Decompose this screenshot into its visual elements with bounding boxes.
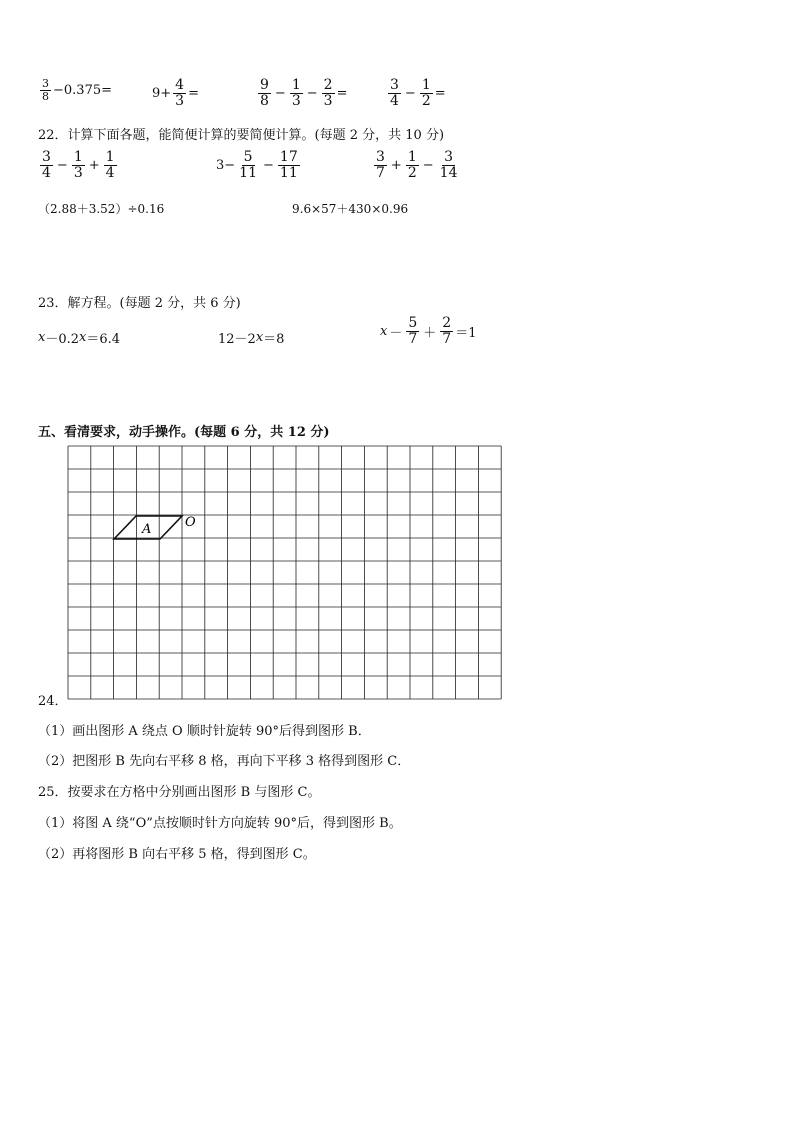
fraction: $\frac{2}{7}$ (442, 315, 452, 348)
q23-title: 23．解方程。(每题 2 分，共 6 分) (38, 296, 241, 311)
q23-eq-c: x － $\frac{5}{7}$ ＋ $\frac{2}{7}$ ＝1 (380, 315, 477, 348)
section5-title: 五、看清要求，动手操作。(每题 6 分，共 12 分) (38, 425, 330, 440)
fraction: $\frac{3}{8}$ (42, 77, 49, 104)
fraction: $\frac{1}{3}$ (291, 77, 301, 110)
fraction: $\frac{5}{11}$ (239, 149, 257, 182)
fraction: $\frac{1}{2}$ (407, 149, 417, 182)
shape-a-label: A (142, 522, 152, 537)
q22-title: 22．计算下面各题，能简便计算的要简便计算。(每题 2 分，共 10 分) (38, 128, 445, 143)
fraction: $\frac{1}{3}$ (73, 149, 83, 182)
expr-row1-2: 9+ $\frac{4}{3}$ = (152, 77, 199, 110)
fraction: $\frac{9}{8}$ (260, 77, 269, 110)
q25-part2: （2）再将图形 B 向右平移 5 格，得到图形 C。 (38, 847, 316, 862)
q24-part1: （1）画出图形 A 绕点 O 顺时针旋转 90°后得到图形 B． (38, 724, 371, 739)
expr-row1-1: $\frac{3}{8}$ −0.375= (42, 77, 113, 104)
fraction: $\frac{1}{4}$ (105, 149, 115, 182)
fraction: $\frac{1}{2}$ (421, 77, 431, 110)
q25-part1: （1）将图 A 绕“O”点按顺时针方向旋转 90°后，得到图形 B。 (38, 816, 402, 831)
q24-part2: （2）把图形 B 先向右平移 8 格，再向下平移 3 格得到图形 C． (38, 754, 411, 769)
expr-row1-4: $\frac{3}{4}$ − $\frac{1}{2}$ = (390, 77, 446, 110)
q24-label: 24． (38, 694, 68, 709)
point-o-label: O (185, 515, 196, 530)
fraction: $\frac{4}{3}$ (175, 77, 185, 110)
fraction: $\frac{5}{7}$ (408, 315, 418, 348)
q22-expr-d: （2.88＋3.52）÷0.16 (38, 202, 165, 216)
fraction: $\frac{2}{3}$ (323, 77, 333, 110)
grid-figure (66, 444, 506, 704)
grid-lines (68, 446, 501, 699)
expr-row1-3: $\frac{9}{8}$ − $\frac{1}{3}$ − $\frac{2}{3}$ = (260, 77, 348, 110)
fraction: $\frac{17}{11}$ (279, 149, 298, 182)
q25-title: 25．按要求在方格中分别画出图形 B 与图形 C。 (38, 785, 321, 800)
q22-expr-b: 3− $\frac{5}{11}$ − $\frac{17}{11}$ (216, 149, 298, 182)
q22-expr-a: $\frac{3}{4}$ − $\frac{1}{3}$ + $\frac{1}{4}$ (42, 149, 115, 182)
fraction: $\frac{3}{4}$ (42, 149, 51, 182)
q23-eq-a: x －0.2 x ＝6.4 (38, 330, 121, 347)
fraction: $\frac{3}{4}$ (390, 77, 399, 110)
q22-expr-c: $\frac{3}{7}$ + $\frac{1}{2}$ − $\frac{3}{14}$ (376, 149, 458, 182)
q23-eq-b: 12－2 x ＝8 (218, 330, 285, 347)
q22-expr-e: 9.6×57＋430×0.96 (292, 202, 409, 216)
fraction: $\frac{3}{7}$ (376, 149, 385, 182)
fraction: $\frac{3}{14}$ (439, 149, 458, 182)
